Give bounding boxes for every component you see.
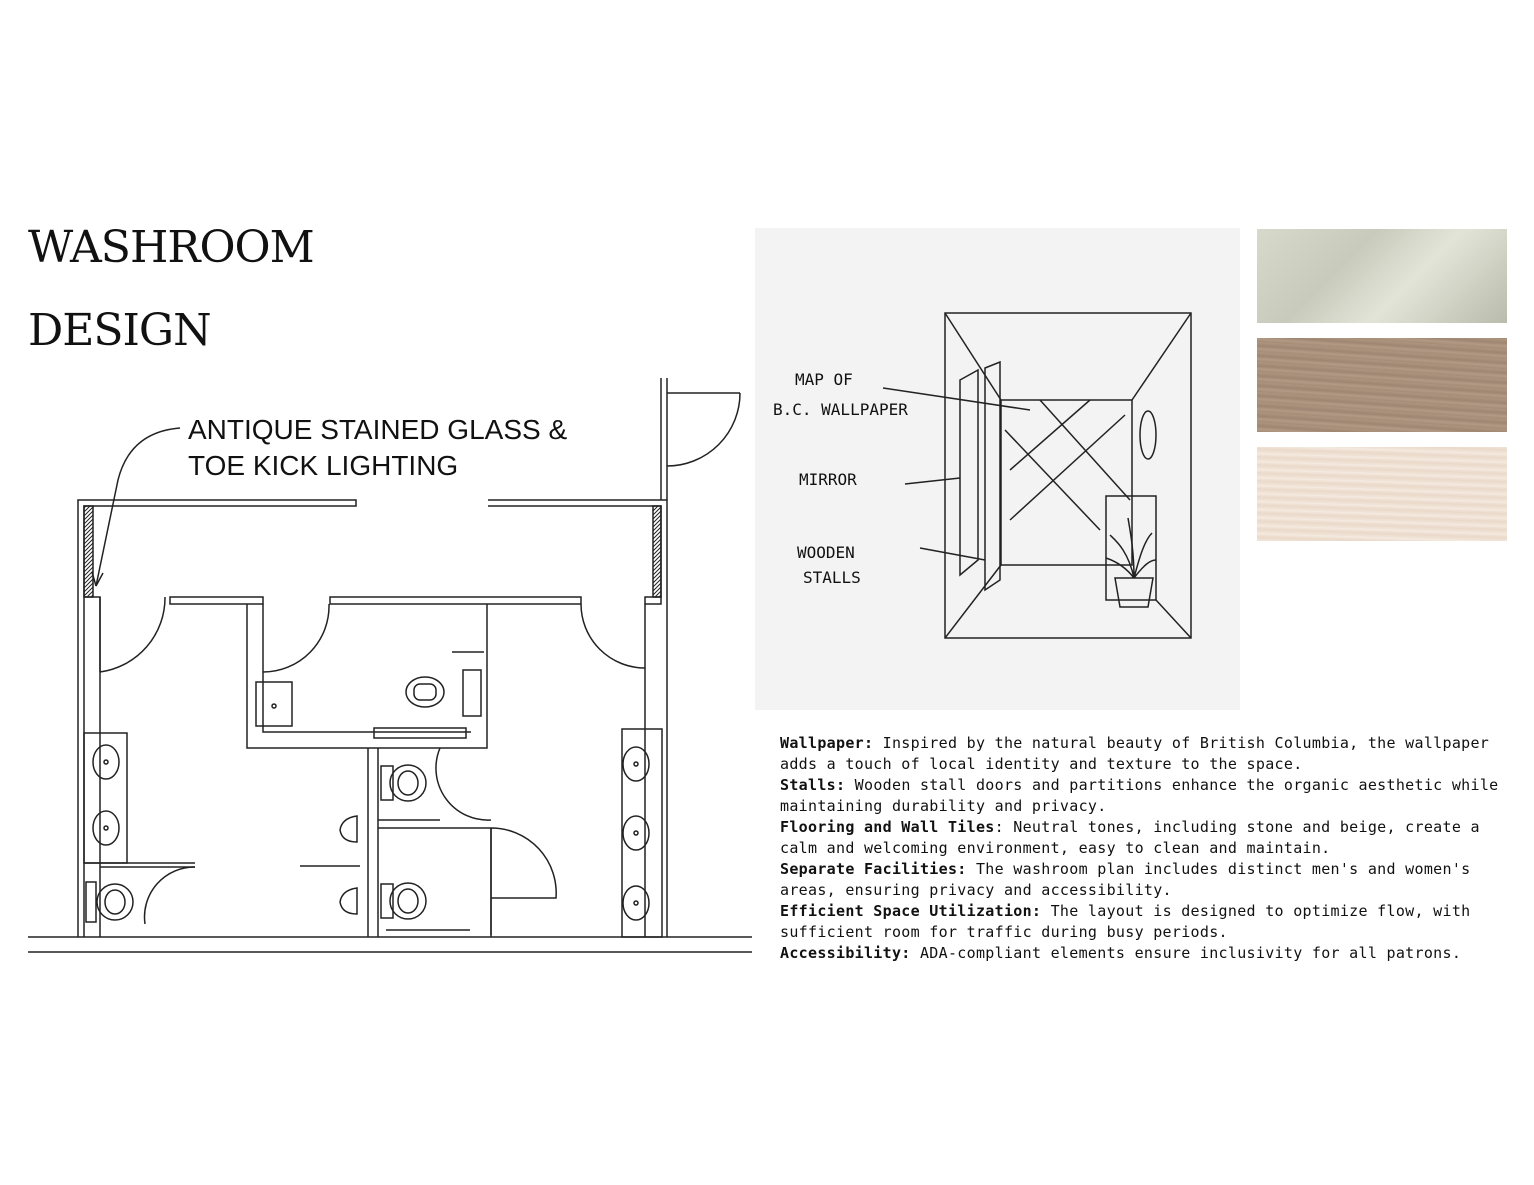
sketch-label-mirror: MIRROR [799,470,857,489]
note-heading: Accessibility: [780,944,911,962]
note-text: Inspired by the natural beauty of British Columbia, the wallpaper adds a touch of local identity and texture to the space. [780,734,1490,773]
sketch-label-stalls-2: STALLS [803,568,861,587]
callout-line1: ANTIQUE STAINED GLASS & [188,414,568,445]
note-heading: Separate Facilities: [780,860,967,878]
note-item [780,901,1520,943]
note-item [780,817,1520,859]
page-title-line1: WASHROOM [28,222,314,273]
note-text: : Neutral tones, including stone and beige, create a calm and welcoming environment, easy to clean and maintain. [780,818,1480,857]
note-heading: Wallpaper: [780,734,874,752]
swatch-stone [1257,229,1507,323]
perspective-sketch [755,228,1240,710]
note-text: ADA-compliant elements ensure inclusivity for all patrons. [910,944,1462,962]
swatch-light-beige [1257,447,1507,541]
design-notes [780,733,1520,964]
note-heading: Stalls: [780,776,846,794]
note-text: The layout is designed to optimize flow, with sufficient room for traffic during busy periods. [780,902,1471,941]
note-text: Wooden stall doors and partitions enhance the organic aesthetic while maintaining durability and privacy. [780,776,1499,815]
sketch-label-wallpaper-2: B.C. WALLPAPER [773,400,908,419]
page-title-line2: DESIGN [28,305,211,356]
note-item [780,775,1520,817]
callout-label [188,412,567,484]
note-heading: Efficient Space Utilization: [780,902,1042,920]
swatch-wood [1257,338,1507,432]
sketch-label-stalls-1: WOODEN [797,543,855,562]
sketch-label-wallpaper-1: MAP OF [795,370,853,389]
note-item [780,943,1520,964]
note-text: The washroom plan includes distinct men's and women's areas, ensuring privacy and accessibility. [780,860,1471,899]
note-heading: Flooring and Wall Tiles [780,818,995,836]
callout-line2: TOE KICK LIGHTING [188,450,459,481]
note-item [780,859,1520,901]
note-item [780,733,1520,775]
